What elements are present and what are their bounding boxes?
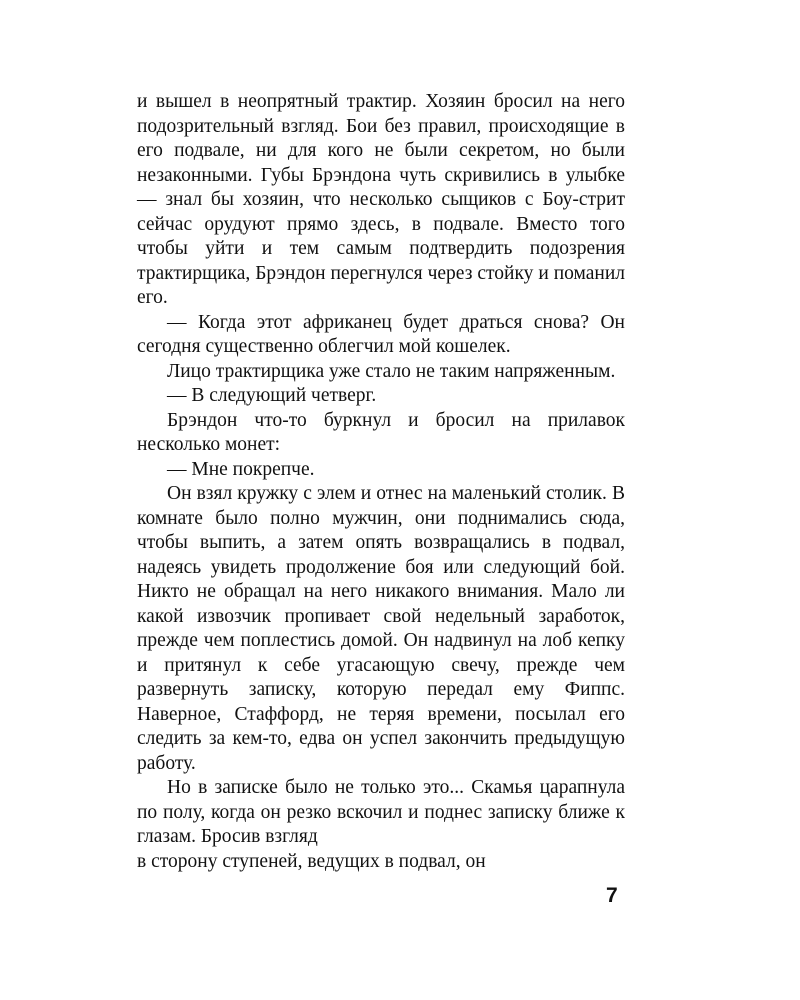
paragraph-2-dialogue: — Когда этот африканец будет драться снова? Он сегодня существенно облегчил мой кошелек. <box>137 311 625 357</box>
text-column <box>137 90 625 874</box>
paragraph-5: Брэндон что-то буркнул и бросил на прилавок несколько монет: <box>137 409 625 455</box>
page-number: 7 <box>606 884 618 907</box>
paragraph-7: Он взял кружку с элем и отнес на маленький столик. В комнате было полно мужчин, они поднимались сюда, чтобы выпить, а затем опять возвращались в подвал, надеясь увидеть продолжение боя или следующий бой. Никто не обращал на него никакого внимания. Мало ли какой извозчик пропивает свой недельный заработок, прежде чем поплестись домой. Он надвинул на лоб кепку и притянул к себе угасающую свечу, прежде чем развернуть записку, которую передал ему Фиппс. Наверное, Стаффорд, не теряя времени, посылал его следить за кем-то, едва он успел закончить предыдущую работу. <box>137 483 625 774</box>
paragraph-6-dialogue: — Мне покрепче. <box>167 458 315 480</box>
paragraph-8-continued: в сторону ступеней, ведущих в подвал, он <box>137 850 486 872</box>
paragraph-4-dialogue: — В следующий четверг. <box>167 385 377 406</box>
paragraph-8: Но в записке было не только это... Скамья царапнула по полу, когда он резко вскочил и поднес записку ближе к глазам. Бросив взгляд <box>137 777 625 847</box>
paragraph-3: Лицо трактирщика уже стало не таким напряженным. <box>167 360 616 382</box>
paragraph-1: и вышел в неопрятный трактир. Хозяин бросил на него подозрительный взгляд. Бои без правил, происходящие в его подвале, ни для кого не были секретом, но были незаконными. Губы Брэндона чуть скривились в улыбке — знал бы хозяин, что несколько сыщиков с Боу-стрит сейчас орудуют прямо здесь, в подвале. Вместо того чтобы уйти и тем самым подтвердить подозрения трактирщика, Брэндон перегнулся через стойку и поманил его. <box>137 91 625 308</box>
